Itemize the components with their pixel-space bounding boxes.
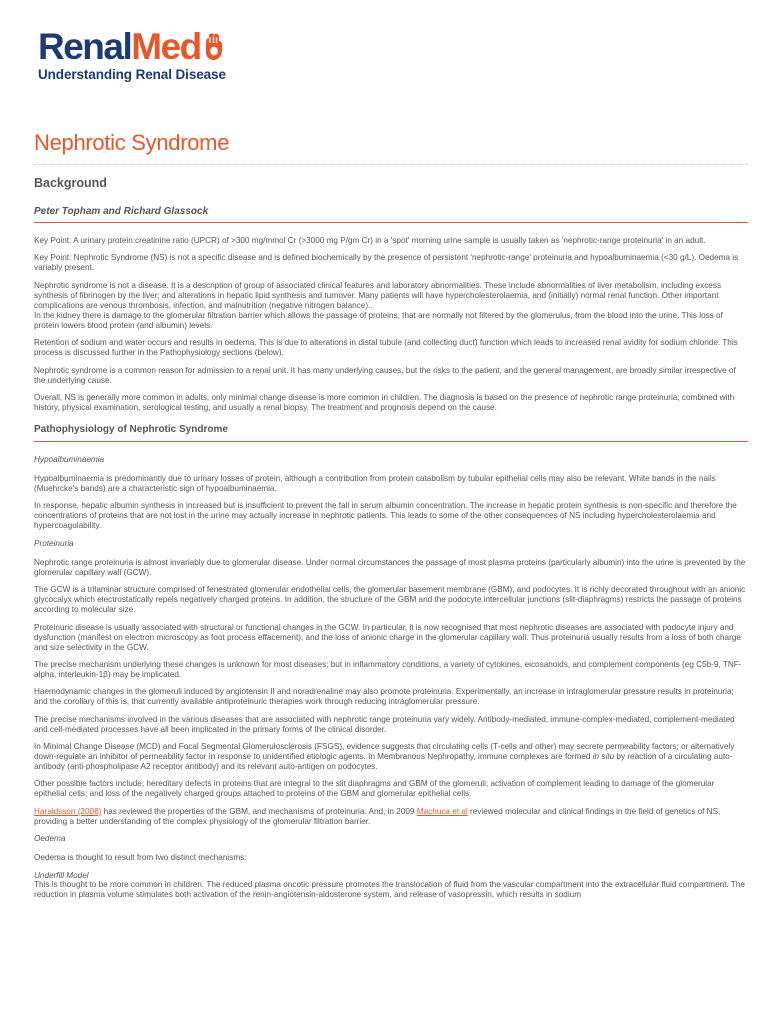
logo-wordmark	[38, 28, 226, 66]
logo-tagline: Understanding Renal Disease	[38, 67, 226, 82]
paragraph-renal-admission: Nephrotic syndrome is a common reason for admission to a renal unit. It has many underlying causes, but the risks to the patient, and the general management, are broadly similar irrespective of the underlying cause.	[34, 365, 736, 385]
link-haraldsson-2008[interactable]: Haraldsson (2008)	[34, 806, 102, 816]
section-heading-pathophysiology: Pathophysiology of Nephrotic Syndrome	[34, 424, 748, 442]
mcd-text-after: by reaction of a circulating auto-antibody (anti-phospholipase A2 receptor antibody) and its relevant auto-antigen on podocytes.	[34, 752, 733, 772]
paragraph-proteinuria-4: The precise mechanism underlying these changes is unknown for most diseases; but in inflammatory conditions, a variety of cytokines, eicosanoids, and complement components (eg C5b-9, TNF-alpha, interleukin-1β) may be implicated.	[34, 659, 742, 679]
paragraph-other-factors: Other possible factors include; hereditary defects in proteins that are integral to the slit diaphragms and GBM of the glomeruli; activation of complement leading to damage of the glomerular epithelial cells; and loss of the negatively charged groups attached to proteins of the GBM and glomerular epithelial cells.	[34, 779, 715, 799]
paragraph-hypoalbuminaemia-1: Hypoalbuminaemia is predominantly due to urinary losses of protein, although a contribution from protein catabolism by tubular epithelial cells may also be relevant. White bands in the nails (Muehrcke's bands) are a characteristic sign of hypoalbuminaemia.	[34, 473, 716, 493]
subheading-underfill-model: Underfill Model	[34, 870, 89, 880]
paragraph-proteinuria-2: The GCW is a trilaminar structure comprised of fenestrated glomerular endothelial cells, the glomerular basement membrane (GBM), and podocytes. It is richly decorated throughout with an anionic glycocalyx which electrostatically repels negatively charged proteins. In addition, the structure of the GBM and the podocyte intercellular junctions (slit-diaphragms) restricts the passage of proteins according to molecular size.	[34, 585, 746, 615]
paragraph-sodium-retention: Retention of sodium and water occurs and results in oedema. This is due to alterations in distal tubule (and collecting duct) function which leads to increased renal avidity for sodium chloride. This process is discussed further in the Pathophysiology sections (below).	[34, 338, 738, 358]
paragraph-overall: Overall, NS is generally more common in adults; only minimal change disease is more common in children. The diagnosis is based on the presence of nephrotic range proteinuria; combined with history, physical examination, serological testing, and usually a renal biopsy. The treatment and prognosis depend on the cause.	[34, 392, 735, 412]
paragraph-proteinuria-6: The precise mechanisms involved in the various diseases that are associated with nephrotic range proteinuria vary widely. Antibody-mediated, immune-complex-mediated, complement-mediated and cell-mediated processes have all been implicated in the primary forms of the clinical disorder.	[34, 714, 735, 734]
mcd-text-italic: in situ	[592, 752, 615, 762]
paragraph-underfill: This is thought to be more common in children. The reduced plasma oncotic pressure promotes the translocation of fluid from the vascular compartment into the extracellular fluid compartment. The reduction in plasma volume stimulates both activation of the renin-angiotensin-aldosterone system, and release of vasopressin, which results in sodium	[34, 879, 745, 899]
link-machuca-et-al[interactable]: Machuca et al	[416, 806, 468, 816]
paragraph-reviews	[34, 807, 748, 827]
logo-renal: Renal	[38, 26, 132, 67]
logo-med: Med	[131, 26, 201, 67]
page-title: Nephrotic Syndrome	[34, 130, 748, 165]
key-point-ns-definition: Key Point: Nephrotic Syndrome (NS) is not a specific disease and is defined biochemically by the presence of persistent 'nephrotic-range' proteinuria and hypoalbuminaemia (<30 g/L). Oedema is variably present.	[34, 253, 739, 273]
mcd-text-before: In Minimal Change Disease (MCD) and Focal Segmental Glomerulosclerosis (FSGS), evidence suggests that circulating cells (T-cells and other) may secrete permeability factors; or alternatively down-regulate an inhibitor of permeability factor in response to unidentified etiologic agents. In Membranous Nephropathy, immune complexes are formed	[34, 742, 735, 762]
article-content	[34, 130, 748, 907]
paragraph-proteinuria-5: Haemodynamic changes in the glomeruli induced by angiotensin II and noradrenaline may also promote proteinuria. Experimentally, an increase in intraglomerular pressure results in proteinuria; and the corollary of this is, that currently available antiproteinuric therapies work through reducing intraglomerular pressure.	[34, 687, 734, 707]
hand-icon	[203, 33, 223, 61]
renalmed-logo[interactable]	[38, 28, 226, 82]
paragraph-proteinuria-1: Nephrotic range proteinuria is almost invariably due to glomerular disease. Under normal circumstances the passage of most plasma proteins (particularly albumin) into the urine is prevented by the glomerular capillary wall (GCW).	[34, 557, 746, 577]
subheading-proteinuria: Proteinuria	[34, 538, 74, 548]
paragraph-proteinuria-3: Proteinuric disease is usually associated with structural or functional changes in the GCW. In particular, it is now recognised that most nephrotic diseases are associated with podocyte injury and dysfunction (manifest on electron microscopy as foot process effacement), and the loss of anionic charge in the glomerular capillary wall. Thus proteinuria usually results from a loss of both charge and size selectivity in the GCW.	[34, 622, 741, 652]
review-text-1: has reviewed the properties of the GBM, and mechanisms of proteinuria. And, in 2009	[101, 806, 417, 816]
paragraph-ns-description: Nephrotic syndrome is not a disease. It is a description of group of associated clinical features and laboratory abnormalities. These include abnormalities of liver metabolism, including excess synthesis of fibrinogen by the liver; and alterations in hepatic lipid synthesis and turnover. Many patients will have hypercholesterolaemia, and (initially) normal renal function. Other important complications are venous thrombosis, infection, and malnutrition (negative nitrogen balance).. In the kidney there is damage to the glomerular filtration barrier which allows the passage of proteins, that are normally not filtered by the glomerulus, from the blood into the urine. This loss of protein lowers blood protein (and albumin) levels.	[34, 280, 723, 330]
section-heading-background: Background	[34, 176, 107, 190]
subheading-hypoalbuminaemia: Hypoalbuminaemia	[34, 454, 105, 464]
subheading-oedema: Oedema	[34, 834, 66, 844]
key-point-upcr: Key Point: A urinary protein:creatinine ratio (UPCR) of >300 mg/mmol Cr (>3000 mg P/gm Cr) in a 'spot' morning urine sample is usually taken as 'nephrotic-range proteinuria' in an adult.	[34, 236, 706, 245]
authors: Peter Topham and Richard Glassock	[34, 206, 748, 223]
review-text-2: reviewed molecular and clinical findings in the field of genetics of NS, providing a better understanding of the complex physiology of the glomerular filtration barrier.	[34, 806, 721, 826]
paragraph-mcd-fsgs	[34, 742, 748, 772]
paragraph-hypoalbuminaemia-2: In response, hepatic albumin synthesis in increased but is insufficient to prevent the fall in serum albumin concentration. The increase in hepatic protein synthesis is non-specific and therefore the concentrations of proteins that are not lost in the urine may actually increase in nephrotic patients. This leads to some of the other consequences of NS including hypercholesterolaemia and hypercoagulability.	[34, 501, 737, 531]
paragraph-oedema-intro: Oedema is thought to result from two distinct mechanisms:	[34, 853, 247, 863]
